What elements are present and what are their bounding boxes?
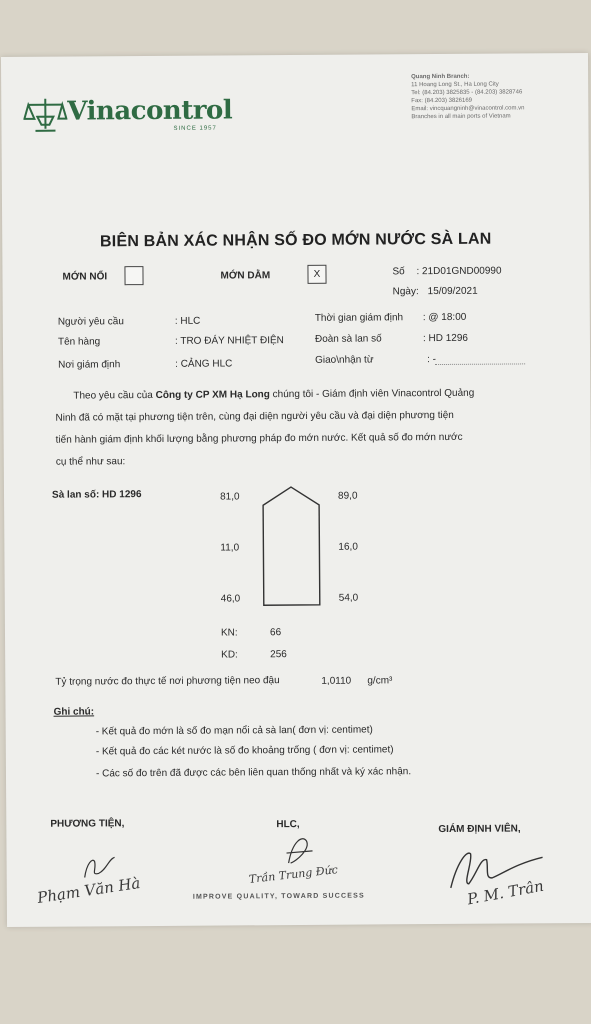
signature-right-scribble-icon <box>446 843 556 894</box>
doan-sa-lan-label: Đoàn sà lan số <box>314 333 382 345</box>
note-item-2: - Kết quả đo các két nước là số đo khoảng trống ( đơn vị: centimet) <box>95 744 394 758</box>
barge-label: Sà lan số: HD 1296 <box>51 489 142 501</box>
density-label: Tỷ trọng nước đo thực tế nơi phương tiện neo đậu <box>55 675 280 688</box>
so-label: Số <box>392 266 405 278</box>
paragraph-line-1: Theo yêu cầu của Công ty CP XM Hạ Long chúng tôi - Giám định viên Vinacontrol Quảng <box>73 387 475 402</box>
note-item-3: - Các số đo trên đã được các bên liên quan thống nhất và ký xác nhận. <box>95 766 412 780</box>
note-item-1: - Kết quả đo mớn là số đo mạn nổi cả sà lan( đơn vị: centimet) <box>95 724 373 738</box>
draft-left-top: 81,0 <box>220 491 240 503</box>
draft-left-bot: 46,0 <box>220 593 241 605</box>
scale-logo-icon <box>23 95 67 135</box>
kn-value: 66 <box>269 627 282 639</box>
thoi-gian-value: : @ 18:00 <box>422 311 467 324</box>
mon-dam-checkbox[interactable]: X <box>307 265 326 284</box>
branch-note: Branches in all main ports of Vietnam <box>411 113 511 121</box>
mon-noi-label: MỚN NỔI <box>62 271 108 283</box>
density-unit: g/cm³ <box>367 675 393 687</box>
ngay-label: Ngày: <box>392 286 419 298</box>
kd-value: 256 <box>270 649 287 661</box>
paragraph-line-4: cụ thể như sau: <box>55 456 126 468</box>
branch-title: Quang Ninh Branch: <box>411 73 470 81</box>
page-title: BIÊN BẢN XÁC NHẬN SỐ ĐO MỚN NƯỚC SÀ LAN <box>99 230 492 251</box>
noi-giam-dinh-label: Nơi giám định <box>58 359 121 371</box>
density-value: 1,0110 <box>321 675 352 687</box>
branch-tel: Tel: (84.203) 3825835 - (84.203) 3828746 <box>411 89 523 97</box>
ngay-value: 15/09/2021 <box>427 285 478 298</box>
mon-noi-checkbox[interactable] <box>124 266 143 285</box>
giao-nhan-line <box>435 363 525 365</box>
giam-dinh-vien-label: GIÁM ĐỊNH VIÊN, <box>438 823 521 836</box>
signature-right: P. M. Trân <box>465 876 546 909</box>
ten-hang-value: : TRO ĐÁY NHIỆT ĐIỆN <box>174 335 284 347</box>
branch-email: Email: vincquangninh@vinacontrol.com.vn <box>411 105 525 113</box>
giao-nhan-value: : - <box>427 354 437 366</box>
so-value: : 21D01GND00990 <box>416 265 502 278</box>
draft-right-bot: 54,0 <box>338 592 359 604</box>
logo-name: Vinacontrol <box>67 95 233 127</box>
draft-left-mid: 11,0 <box>220 542 240 554</box>
company-slogan: IMPROVE QUALITY, TOWARD SUCCESS <box>192 892 365 901</box>
draft-right-top: 89,0 <box>338 490 358 502</box>
doan-sa-lan-value: : HD 1296 <box>422 332 469 345</box>
branch-address: 11 Hoang Long St., Ha Long City <box>411 81 499 89</box>
mon-dam-label: MỚN DẰM <box>220 270 271 282</box>
notes-title: Ghi chú: <box>53 706 95 718</box>
giao-nhan-label: Giao\nhận từ <box>315 354 374 366</box>
branch-fax: Fax: (84.203) 3826169 <box>411 97 473 105</box>
draft-right-mid: 16,0 <box>338 541 358 553</box>
nguoi-yeu-cau-label: Người yêu cầu <box>57 316 124 328</box>
signature-left-scribble-icon <box>79 851 119 881</box>
document-page <box>1 53 591 927</box>
noi-giam-dinh-value: : CẢNG HLC <box>175 358 233 370</box>
barge-outline-icon <box>259 485 324 609</box>
signature-mid-scribble-icon <box>282 833 316 869</box>
kn-label: KN: <box>220 627 238 639</box>
logo-since: SINCE 1957 <box>173 125 217 132</box>
signature-mid: Trần Trung Đức <box>248 863 339 886</box>
phuong-tien-label: PHƯƠNG TIỆN, <box>50 818 125 830</box>
thoi-gian-label: Thời gian giám định <box>314 312 404 324</box>
paragraph-line-2: Ninh đã có mặt tại phương tiện trên, cùng đại diện người yêu cầu và đại diện phương tiện <box>55 409 454 424</box>
ten-hang-label: Tên hàng <box>57 336 101 348</box>
paragraph-line-3: tiến hành giám định khối lượng bằng phương pháp đo mớn nước. Kết quả số đo mớn nước <box>55 431 463 446</box>
hlc-label: HLC, <box>276 818 300 831</box>
nguoi-yeu-cau-value: : HLC <box>174 315 201 327</box>
signature-left: Phạm Văn Hà <box>36 873 142 907</box>
kd-label: KD: <box>221 649 238 661</box>
